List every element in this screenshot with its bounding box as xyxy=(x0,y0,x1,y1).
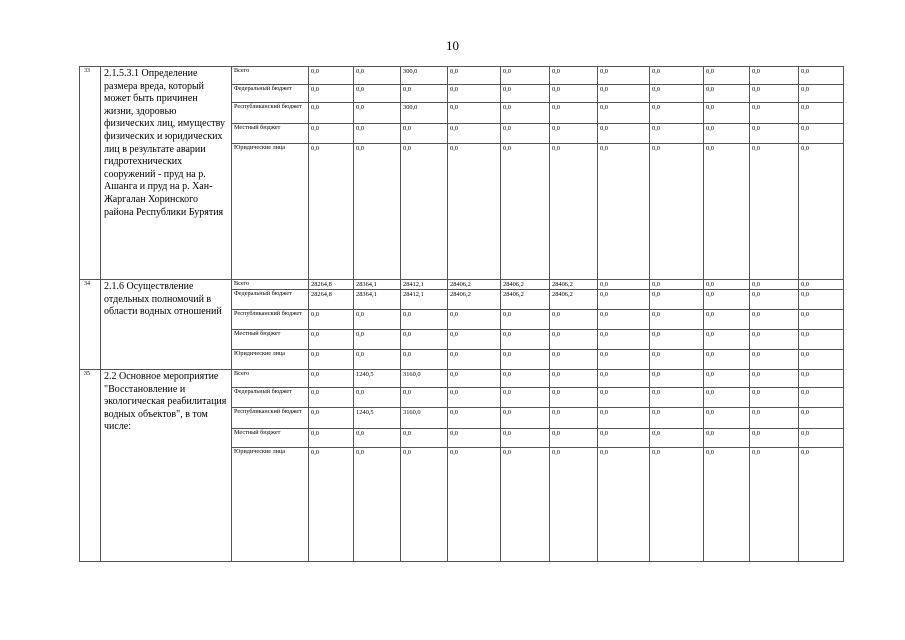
row-number: 34 xyxy=(80,280,101,370)
funding-source: Республиканский бюджет xyxy=(232,103,309,124)
row-number: 35 xyxy=(80,370,101,562)
amount-cell: 0,0 xyxy=(650,280,704,290)
amount-cell: 3160,0 xyxy=(401,408,448,429)
table-row xyxy=(80,67,844,85)
amount-cell: 0,0 xyxy=(650,290,704,310)
amount-cell: 0,0 xyxy=(550,144,598,280)
amount-cell: 0,0 xyxy=(704,144,750,280)
amount-cell: 300,0 xyxy=(401,67,448,85)
amount-cell: 0,0 xyxy=(501,448,550,562)
amount-cell: 0,0 xyxy=(650,388,704,408)
amount-cell: 0,0 xyxy=(550,408,598,429)
amount-cell: 0,0 xyxy=(799,67,844,85)
amount-cell: 0,0 xyxy=(309,370,354,388)
amount-cell: 0,0 xyxy=(354,85,401,103)
amount-cell: 28364,1 xyxy=(354,280,401,290)
amount-cell: 0,0 xyxy=(354,67,401,85)
amount-cell: 0,0 xyxy=(309,429,354,448)
amount-cell: 0,0 xyxy=(501,388,550,408)
amount-cell: 28406,2 xyxy=(501,280,550,290)
amount-cell: 0,0 xyxy=(650,330,704,350)
amount-cell: 0,0 xyxy=(704,103,750,124)
amount-cell: 0,0 xyxy=(598,310,650,330)
table-row xyxy=(80,280,844,290)
amount-cell: 0,0 xyxy=(354,144,401,280)
amount-cell: 0,0 xyxy=(354,388,401,408)
amount-cell: 0,0 xyxy=(401,388,448,408)
amount-cell: 0,0 xyxy=(448,388,501,408)
amount-cell: 0,0 xyxy=(750,290,799,310)
amount-cell: 0,0 xyxy=(448,310,501,330)
amount-cell: 0,0 xyxy=(309,85,354,103)
amount-cell: 0,0 xyxy=(309,408,354,429)
amount-cell: 0,0 xyxy=(650,103,704,124)
amount-cell: 0,0 xyxy=(704,310,750,330)
amount-cell: 0,0 xyxy=(501,350,550,370)
amount-cell: 0,0 xyxy=(799,350,844,370)
amount-cell: 0,0 xyxy=(598,388,650,408)
amount-cell: 0,0 xyxy=(650,448,704,562)
amount-cell: 0,0 xyxy=(750,310,799,330)
amount-cell: 0,0 xyxy=(401,330,448,350)
amount-cell: 0,0 xyxy=(799,103,844,124)
amount-cell: 0,0 xyxy=(550,85,598,103)
amount-cell: 0,0 xyxy=(354,429,401,448)
amount-cell: 0,0 xyxy=(598,330,650,350)
amount-cell: 0,0 xyxy=(704,85,750,103)
amount-cell: 0,0 xyxy=(750,388,799,408)
amount-cell: 0,0 xyxy=(550,330,598,350)
amount-cell: 0,0 xyxy=(354,310,401,330)
amount-cell: 0,0 xyxy=(704,330,750,350)
amount-cell: 0,0 xyxy=(501,370,550,388)
amount-cell: 0,0 xyxy=(448,144,501,280)
amount-cell: 0,0 xyxy=(401,448,448,562)
amount-cell: 0,0 xyxy=(501,310,550,330)
amount-cell: 0,0 xyxy=(401,429,448,448)
amount-cell: 0,0 xyxy=(448,350,501,370)
funding-table xyxy=(79,66,844,562)
funding-source: Юридические лица xyxy=(232,448,309,562)
amount-cell: 0,0 xyxy=(354,330,401,350)
amount-cell: 0,0 xyxy=(309,330,354,350)
measure-title: 2.2 Основное мероприятие "Восстановление и экологическая реабилитация водных объектов", в том числе: xyxy=(101,370,232,562)
amount-cell: 0,0 xyxy=(704,388,750,408)
amount-cell: 0,0 xyxy=(598,408,650,429)
amount-cell: 0,0 xyxy=(598,67,650,85)
amount-cell: 0,0 xyxy=(550,103,598,124)
amount-cell: 0,0 xyxy=(799,448,844,562)
amount-cell: 0,0 xyxy=(650,350,704,370)
amount-cell: 0,0 xyxy=(598,448,650,562)
amount-cell: 0,0 xyxy=(598,350,650,370)
amount-cell: 0,0 xyxy=(501,124,550,144)
amount-cell: 0,0 xyxy=(704,429,750,448)
amount-cell: 0,0 xyxy=(799,85,844,103)
amount-cell: 0,0 xyxy=(309,144,354,280)
amount-cell: 0,0 xyxy=(354,448,401,562)
amount-cell: 0,0 xyxy=(448,408,501,429)
amount-cell: 0,0 xyxy=(750,330,799,350)
amount-cell: 28406,2 xyxy=(501,290,550,310)
amount-cell: 0,0 xyxy=(799,429,844,448)
funding-source: Федеральный бюджет xyxy=(232,85,309,103)
amount-cell: 0,0 xyxy=(598,429,650,448)
amount-cell: 0,0 xyxy=(501,429,550,448)
amount-cell: 28412,1 xyxy=(401,290,448,310)
amount-cell: 0,0 xyxy=(550,124,598,144)
amount-cell: 0,0 xyxy=(501,67,550,85)
funding-source: Всего xyxy=(232,280,309,290)
amount-cell: 0,0 xyxy=(650,310,704,330)
amount-cell: 0,0 xyxy=(704,280,750,290)
amount-cell: 0,0 xyxy=(650,124,704,144)
amount-cell: 0,0 xyxy=(799,330,844,350)
amount-cell: 0,0 xyxy=(501,330,550,350)
amount-cell: 0,0 xyxy=(401,144,448,280)
amount-cell: 0,0 xyxy=(448,85,501,103)
amount-cell: 0,0 xyxy=(354,124,401,144)
amount-cell: 0,0 xyxy=(550,388,598,408)
amount-cell: 0,0 xyxy=(401,350,448,370)
funding-source: Юридические лица xyxy=(232,144,309,280)
amount-cell: 28264,8 xyxy=(309,290,354,310)
amount-cell: 0,0 xyxy=(401,124,448,144)
funding-source: Юридические лица xyxy=(232,350,309,370)
amount-cell: 0,0 xyxy=(448,330,501,350)
amount-cell: 0,0 xyxy=(704,67,750,85)
amount-cell: 0,0 xyxy=(448,124,501,144)
amount-cell: 0,0 xyxy=(650,144,704,280)
amount-cell: 0,0 xyxy=(799,370,844,388)
amount-cell: 0,0 xyxy=(799,408,844,429)
amount-cell: 0,0 xyxy=(309,310,354,330)
amount-cell: 0,0 xyxy=(598,85,650,103)
amount-cell: 0,0 xyxy=(704,448,750,562)
amount-cell: 0,0 xyxy=(750,429,799,448)
amount-cell: 0,0 xyxy=(401,85,448,103)
amount-cell: 0,0 xyxy=(309,388,354,408)
amount-cell: 28406,2 xyxy=(448,280,501,290)
amount-cell: 0,0 xyxy=(799,280,844,290)
funding-source: Федеральный бюджет xyxy=(232,388,309,408)
amount-cell: 0,0 xyxy=(650,408,704,429)
amount-cell: 0,0 xyxy=(309,350,354,370)
amount-cell: 0,0 xyxy=(598,103,650,124)
table-row xyxy=(80,370,844,388)
funding-source: Всего xyxy=(232,67,309,85)
amount-cell: 3160,0 xyxy=(401,370,448,388)
amount-cell: 0,0 xyxy=(704,370,750,388)
amount-cell: 0,0 xyxy=(501,144,550,280)
page-number: 10 xyxy=(446,38,459,53)
amount-cell: 0,0 xyxy=(750,144,799,280)
amount-cell: 0,0 xyxy=(501,85,550,103)
amount-cell: 0,0 xyxy=(448,448,501,562)
amount-cell: 0,0 xyxy=(750,67,799,85)
amount-cell: 0,0 xyxy=(750,370,799,388)
funding-source: Местный бюджет xyxy=(232,124,309,144)
amount-cell: 0,0 xyxy=(750,103,799,124)
amount-cell: 28264,8 xyxy=(309,280,354,290)
funding-source: Местный бюджет xyxy=(232,330,309,350)
amount-cell: 0,0 xyxy=(448,103,501,124)
amount-cell: 28406,2 xyxy=(550,280,598,290)
amount-cell: 0,0 xyxy=(448,67,501,85)
amount-cell: 28412,1 xyxy=(401,280,448,290)
amount-cell: 0,0 xyxy=(750,85,799,103)
amount-cell: 0,0 xyxy=(750,350,799,370)
amount-cell: 0,0 xyxy=(598,144,650,280)
amount-cell: 0,0 xyxy=(550,448,598,562)
amount-cell: 0,0 xyxy=(598,290,650,310)
amount-cell: 300,0 xyxy=(401,103,448,124)
amount-cell: 0,0 xyxy=(650,85,704,103)
amount-cell: 0,0 xyxy=(309,124,354,144)
amount-cell: 0,0 xyxy=(799,144,844,280)
amount-cell: 0,0 xyxy=(354,350,401,370)
amount-cell: 0,0 xyxy=(704,124,750,144)
amount-cell: 0,0 xyxy=(650,370,704,388)
amount-cell: 0,0 xyxy=(704,350,750,370)
amount-cell: 0,0 xyxy=(598,124,650,144)
funding-source: Местный бюджет xyxy=(232,429,309,448)
amount-cell: 0,0 xyxy=(598,370,650,388)
amount-cell: 0,0 xyxy=(799,310,844,330)
measure-title: 2.1.6 Осуществление отдельных полномочий в области водных отношений xyxy=(101,280,232,370)
amount-cell: 0,0 xyxy=(550,310,598,330)
amount-cell: 0,0 xyxy=(550,350,598,370)
amount-cell: 0,0 xyxy=(799,388,844,408)
amount-cell: 0,0 xyxy=(309,103,354,124)
amount-cell: 0,0 xyxy=(598,280,650,290)
amount-cell: 0,0 xyxy=(550,67,598,85)
measure-title: 2.1.5.3.1 Определение размера вреда, который может быть причинен жизни, здоровью физических лиц, имуществу физических и юридических лиц в результате аварии гидротехнических сооружений - пруд на р. Ашанга и пруд на р. Хан-Жаргалан Хоринского района Республики Бурятия xyxy=(101,67,232,280)
amount-cell: 0,0 xyxy=(799,124,844,144)
amount-cell: 1240,5 xyxy=(354,408,401,429)
amount-cell: 0,0 xyxy=(704,290,750,310)
amount-cell: 0,0 xyxy=(750,280,799,290)
amount-cell: 0,0 xyxy=(650,67,704,85)
amount-cell: 28406,2 xyxy=(550,290,598,310)
amount-cell: 0,0 xyxy=(750,448,799,562)
row-number: 33 xyxy=(80,67,101,280)
amount-cell: 0,0 xyxy=(750,124,799,144)
funding-source: Всего xyxy=(232,370,309,388)
amount-cell: 1240,5 xyxy=(354,370,401,388)
amount-cell: 0,0 xyxy=(309,67,354,85)
amount-cell: 0,0 xyxy=(704,408,750,429)
amount-cell: 0,0 xyxy=(750,408,799,429)
amount-cell: 0,0 xyxy=(448,370,501,388)
amount-cell: 0,0 xyxy=(650,429,704,448)
amount-cell: 0,0 xyxy=(501,103,550,124)
amount-cell: 0,0 xyxy=(501,408,550,429)
amount-cell: 0,0 xyxy=(309,448,354,562)
funding-source: Республиканский бюджет xyxy=(232,408,309,429)
amount-cell: 28406,2 xyxy=(448,290,501,310)
amount-cell: 28364,1 xyxy=(354,290,401,310)
amount-cell: 0,0 xyxy=(401,310,448,330)
funding-source: Республиканский бюджет xyxy=(232,310,309,330)
amount-cell: 0,0 xyxy=(448,429,501,448)
funding-source: Федеральный бюджет xyxy=(232,290,309,310)
amount-cell: 0,0 xyxy=(799,290,844,310)
amount-cell: 0,0 xyxy=(550,370,598,388)
amount-cell: 0,0 xyxy=(354,103,401,124)
amount-cell: 0,0 xyxy=(550,429,598,448)
